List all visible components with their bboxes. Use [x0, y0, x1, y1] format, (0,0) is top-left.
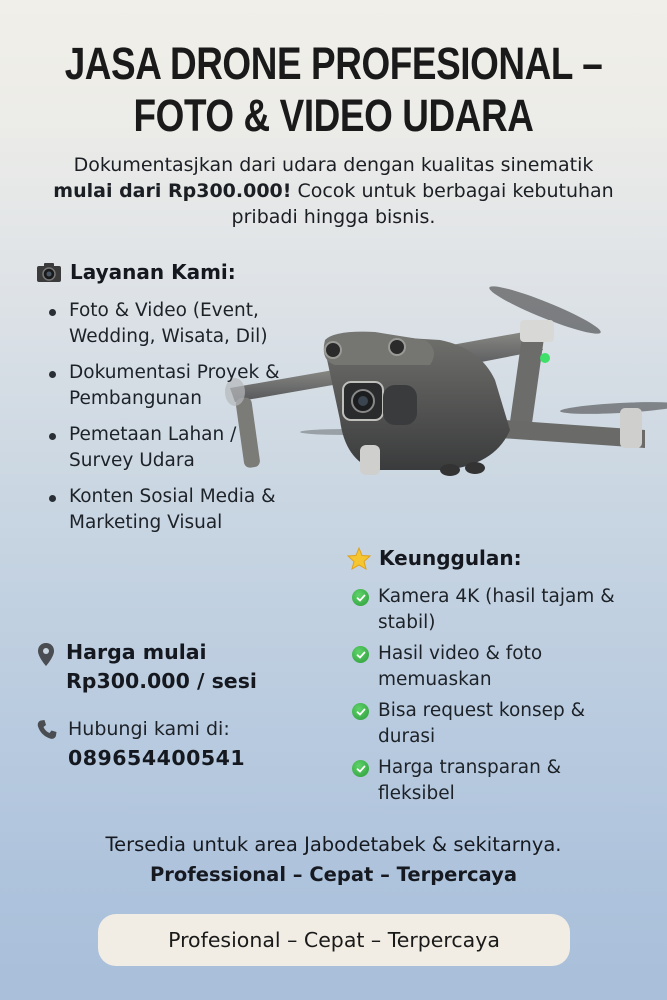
check-icon	[352, 760, 369, 777]
price-text	[66, 638, 257, 696]
price-block	[36, 638, 257, 696]
price-label: Harga mulai	[66, 640, 207, 664]
map-pin-icon	[36, 642, 56, 668]
page-title	[60, 38, 607, 142]
bullet-icon	[49, 433, 56, 440]
list-item: Harga transparan & fleksibel	[352, 755, 642, 807]
tagline-pill-button[interactable]: Profesional – Cepat – Terpercaya	[98, 914, 570, 966]
list-item: Foto & Video (Event, Wedding, Wisata, Dil)	[46, 298, 306, 350]
list-item: Konten Sosial Media & Marketing Visual	[46, 484, 306, 536]
list-item: Pemetaan Lahan / Survey Udara	[46, 422, 306, 474]
advantages-heading	[347, 546, 522, 570]
list-item: Dokumentasi Proyek & Pembangunan	[46, 360, 306, 412]
advantages-list	[352, 584, 642, 812]
service-area-text: Tersedia untuk area Jabodetabek & sekitarnya.	[105, 833, 562, 856]
tagline-bold: Professional – Cepat – Terpercaya	[149, 863, 517, 886]
subtitle	[30, 152, 637, 230]
phone-number-link[interactable]: 089654400541	[68, 746, 246, 770]
subtitle-part-2: Cocok untuk berbagai kebutuhan pribadi hingga bisnis.	[231, 180, 614, 228]
title-line-2: FOTO & VIDEO UDARA	[133, 90, 534, 141]
bullet-icon	[49, 309, 56, 316]
services-heading	[36, 260, 236, 284]
check-icon	[352, 646, 369, 663]
check-icon	[352, 703, 369, 720]
bullet-icon	[49, 495, 56, 502]
price-value: Rp300.000 / sesi	[66, 669, 257, 693]
subtitle-part-1: Dokumentasjkan dari udara dengan kualitas sinematik	[73, 154, 594, 176]
star-icon	[347, 547, 371, 570]
services-heading-text: Layanan Kami:	[70, 260, 236, 284]
advantages-heading-text: Keunggulan:	[379, 546, 522, 570]
list-item: Hasil video & foto memuaskan	[352, 641, 642, 693]
contact-label: Hubungi kami di:	[68, 718, 230, 740]
bullet-icon	[49, 371, 56, 378]
phone-icon	[36, 719, 58, 741]
title-line-1: JASA DRONE PROFESIONAL –	[64, 38, 603, 89]
contact-block	[36, 716, 245, 773]
camera-icon	[36, 261, 62, 283]
subtitle-price-highlight: mulai dari Rp300.000!	[53, 180, 292, 202]
list-item: Bisa request konsep & durasi	[352, 698, 642, 750]
list-item: Kamera 4K (hasil tajam & stabil)	[352, 584, 642, 636]
check-icon	[352, 589, 369, 606]
services-list	[46, 298, 306, 546]
